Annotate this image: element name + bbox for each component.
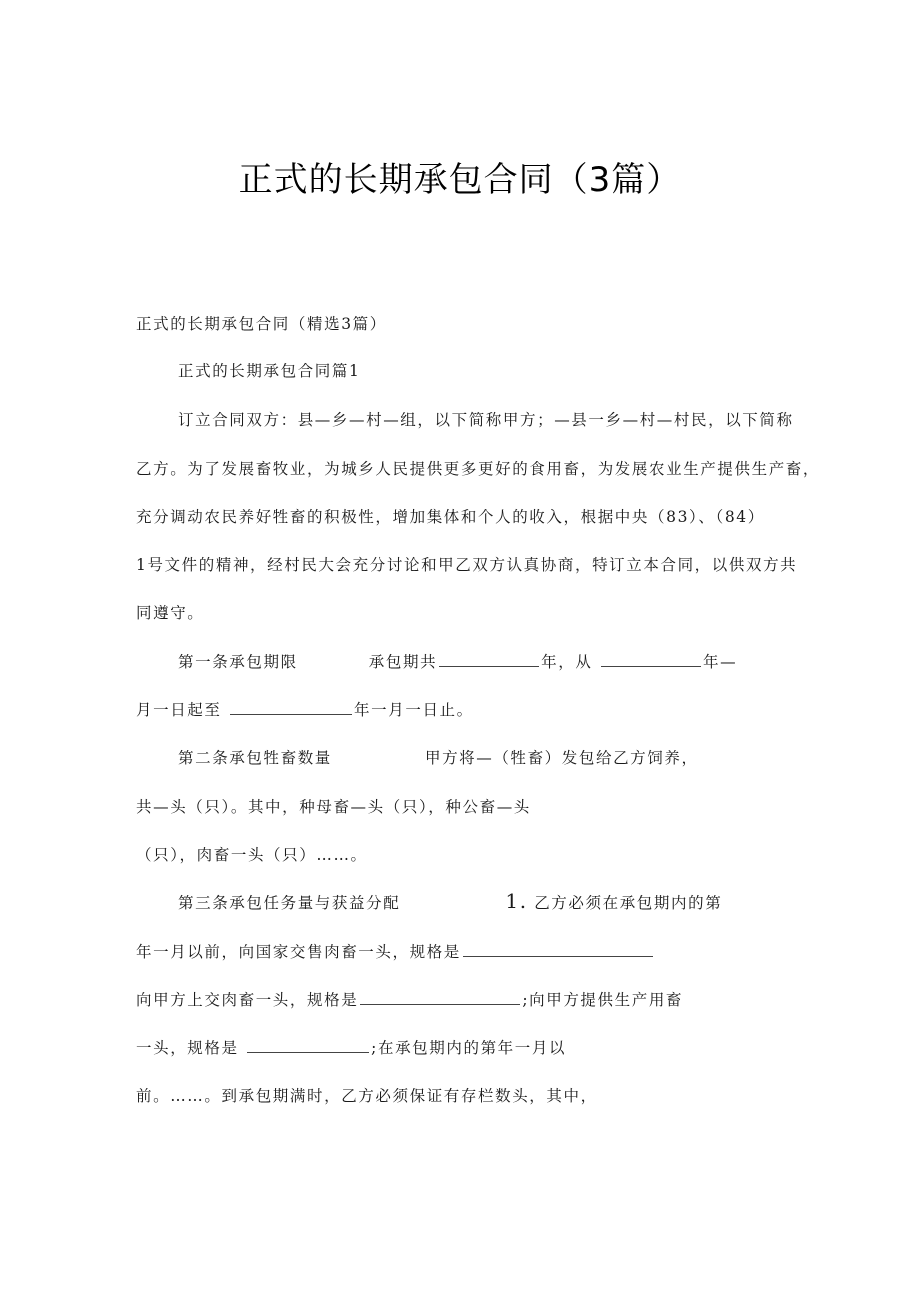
article2-line-3: （只），肉畜一头（只）……。 bbox=[136, 846, 368, 864]
intro-line-5: 同遵守。 bbox=[136, 604, 205, 622]
article3-line-3 bbox=[136, 988, 683, 1010]
article3-heading: 第三条承包任务量与获益分配 bbox=[178, 894, 401, 912]
article1-text: 年— bbox=[703, 653, 738, 671]
blank-field bbox=[247, 1038, 369, 1053]
section-heading: 正式的长期承包合同篇1 bbox=[178, 362, 361, 380]
intro-line-3: 充分调动农民养好牲畜的积极性，增加集体和个人的收入，根据中央（83）、（84） bbox=[136, 508, 765, 526]
article2-line-1 bbox=[178, 746, 699, 768]
intro-line-1: 订立合同双方：县—乡—村—组，以下简称甲方；—县一乡—村—村民，以下简称 bbox=[178, 411, 794, 429]
blank-field bbox=[230, 700, 352, 715]
item-number: 1. bbox=[505, 889, 528, 913]
article2-heading: 第二条承包牲畜数量 bbox=[178, 749, 332, 767]
blank-field bbox=[439, 652, 539, 667]
article3-text: ;在承包期内的第年一月以 bbox=[371, 1039, 567, 1057]
article2-text: 甲方将—（牲畜）发包给乙方饲养， bbox=[424, 749, 699, 767]
article1-text: 年一月一日止。 bbox=[354, 701, 474, 719]
article1-text: 年，从 bbox=[541, 653, 593, 671]
document-title: 正式的长期承包合同（3篇） bbox=[238, 160, 682, 200]
article2-line-2: 共—头（只）。其中，种母畜—头（只），种公畜—头 bbox=[136, 798, 531, 816]
blank-field bbox=[463, 942, 653, 957]
article1-heading: 第一条承包期限 bbox=[178, 653, 298, 671]
article3-line-2 bbox=[136, 940, 655, 962]
article3-line-4 bbox=[136, 1036, 566, 1058]
article3-text: 一头，规格是 bbox=[136, 1039, 239, 1057]
article3-line-1 bbox=[178, 889, 722, 913]
blank-field bbox=[601, 652, 701, 667]
intro-line-4: 1号文件的精神，经村民大会充分讨论和甲乙双方认真协商，特订立本合同，以供双方共 bbox=[136, 556, 798, 574]
article1-line-1 bbox=[178, 650, 737, 672]
article3-text: 乙方必须在承包期内的第 bbox=[534, 894, 723, 912]
article3-text: 向甲方上交肉畜一头，规格是 bbox=[136, 991, 359, 1009]
blank-field bbox=[360, 990, 520, 1005]
article3-text: 年一月以前，向国家交售肉畜一头，规格是 bbox=[136, 943, 461, 961]
article1-text: 月一日起至 bbox=[136, 701, 222, 719]
document-subtitle: 正式的长期承包合同（精选3篇） bbox=[136, 315, 387, 333]
article1-text: 承包期共 bbox=[368, 653, 438, 671]
intro-line-2: 乙方。为了发展畜牧业，为城乡人民提供更多更好的食用畜，为发展农业生产提供生产畜， bbox=[136, 460, 821, 478]
article3-line-5: 前。……。到承包期满时，乙方必须保证有存栏数头，其中， bbox=[136, 1087, 598, 1105]
article3-text: ;向甲方提供生产用畜 bbox=[522, 991, 684, 1009]
article1-line-2 bbox=[136, 698, 474, 720]
